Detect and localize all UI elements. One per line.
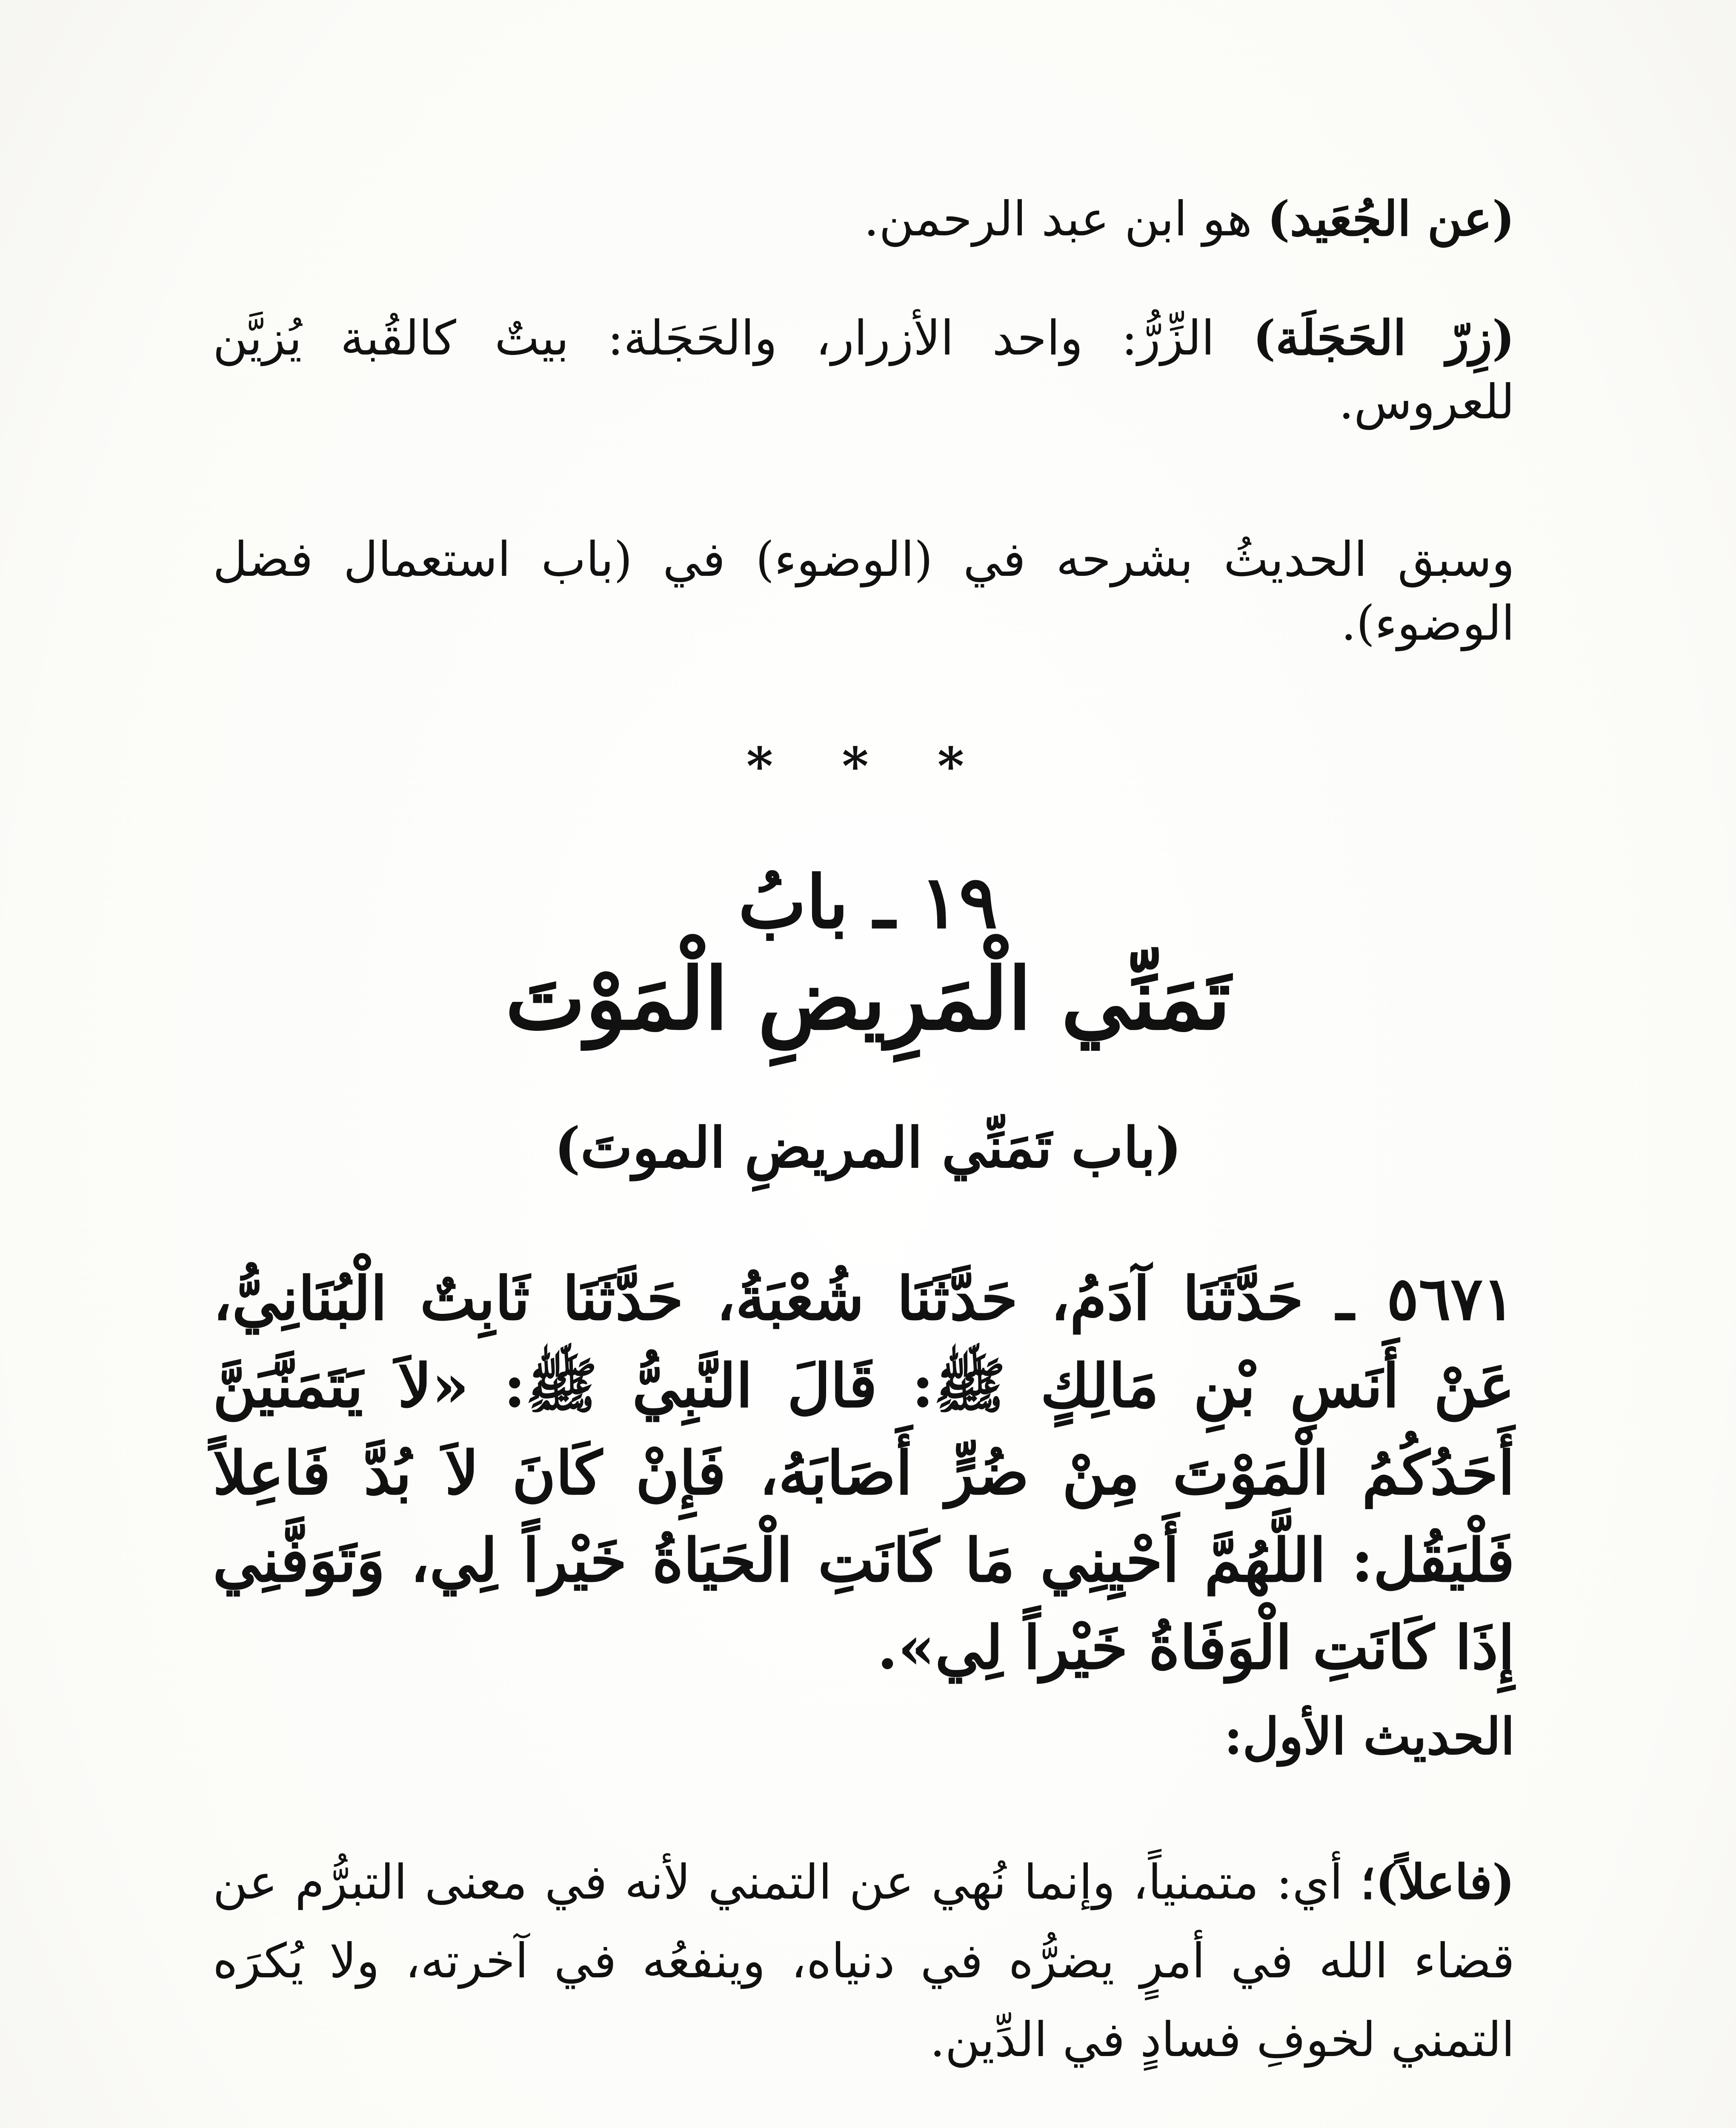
note-jaid-text: هو ابن عبد الرحمن.	[864, 192, 1267, 247]
note-zirr-text: الزِّرُّ: واحد الأزرار، والحَجَلة: بيتٌ كالقُبة يُزيَّن للعروس.	[213, 311, 1515, 430]
note-wudu-text: وسبق الحديثُ بشرحه في (الوضوء) في (باب استعمال فضل الوضوء).	[213, 532, 1515, 651]
commentary-body: أي: متمنياً، وإنما نُهي عن التمني لأنه في معنى التبرُّم عن قضاء الله في أمرٍ يضرُّه في دنياه، وينفعُه في آخرته، ولا يُكرَه التمني لخوفِ فسادٍ في الدِّين.	[213, 1855, 1515, 2068]
note-jaid	[213, 187, 1515, 251]
hadith-5671: ٥٦٧١ ـ حَدَّثَنَا آدَمُ، حَدَّثَنَا شُعْبَةُ، حَدَّثَنَا ثَابِتٌ الْبُنَانِيُّ، عَنْ أَنَسِ بْنِ مَالِكٍ ﷺ: قَالَ النَّبِيُّ ﷺ: «لاَ يَتَمَنَّيَنَّ أَحَدُكُمُ الْمَوْتَ مِنْ ضُرٍّ أَصَابَهُ، فَإِنْ كَانَ لاَ بُدَّ فَاعِلاً فَلْيَقُل: اللَّهُمَّ أَحْيِنِي مَا كَانَتِ الْحَيَاةُ خَيْراً لِي، وَتَوَفَّنِي إِذَا كَانَتِ الْوَفَاةُ خَيْراً لِي».	[213, 1264, 1515, 1683]
note-jaid-term: (عن الجُعَيد)	[1267, 191, 1515, 247]
note-zirr	[213, 306, 1515, 434]
bab-title: تَمَنِّي الْمَرِيضِ الْمَوْتَ	[505, 949, 1231, 1049]
bab-number: ١٩ ـ بابُ	[738, 860, 998, 945]
commentary-heading: الحديث الأول:	[1224, 1707, 1515, 1766]
note-wudu	[213, 528, 1515, 655]
separator-stars-top: * * *	[746, 736, 990, 796]
note-zirr-term: (زِرّ الحَجَلَة)	[1253, 310, 1515, 366]
bab-subtitle: (باب تَمَنِّي المريضِ الموتَ)	[554, 1115, 1182, 1180]
commentary-text	[213, 1843, 1515, 2079]
commentary-term: (فاعلاً)؛	[1360, 1854, 1515, 1910]
